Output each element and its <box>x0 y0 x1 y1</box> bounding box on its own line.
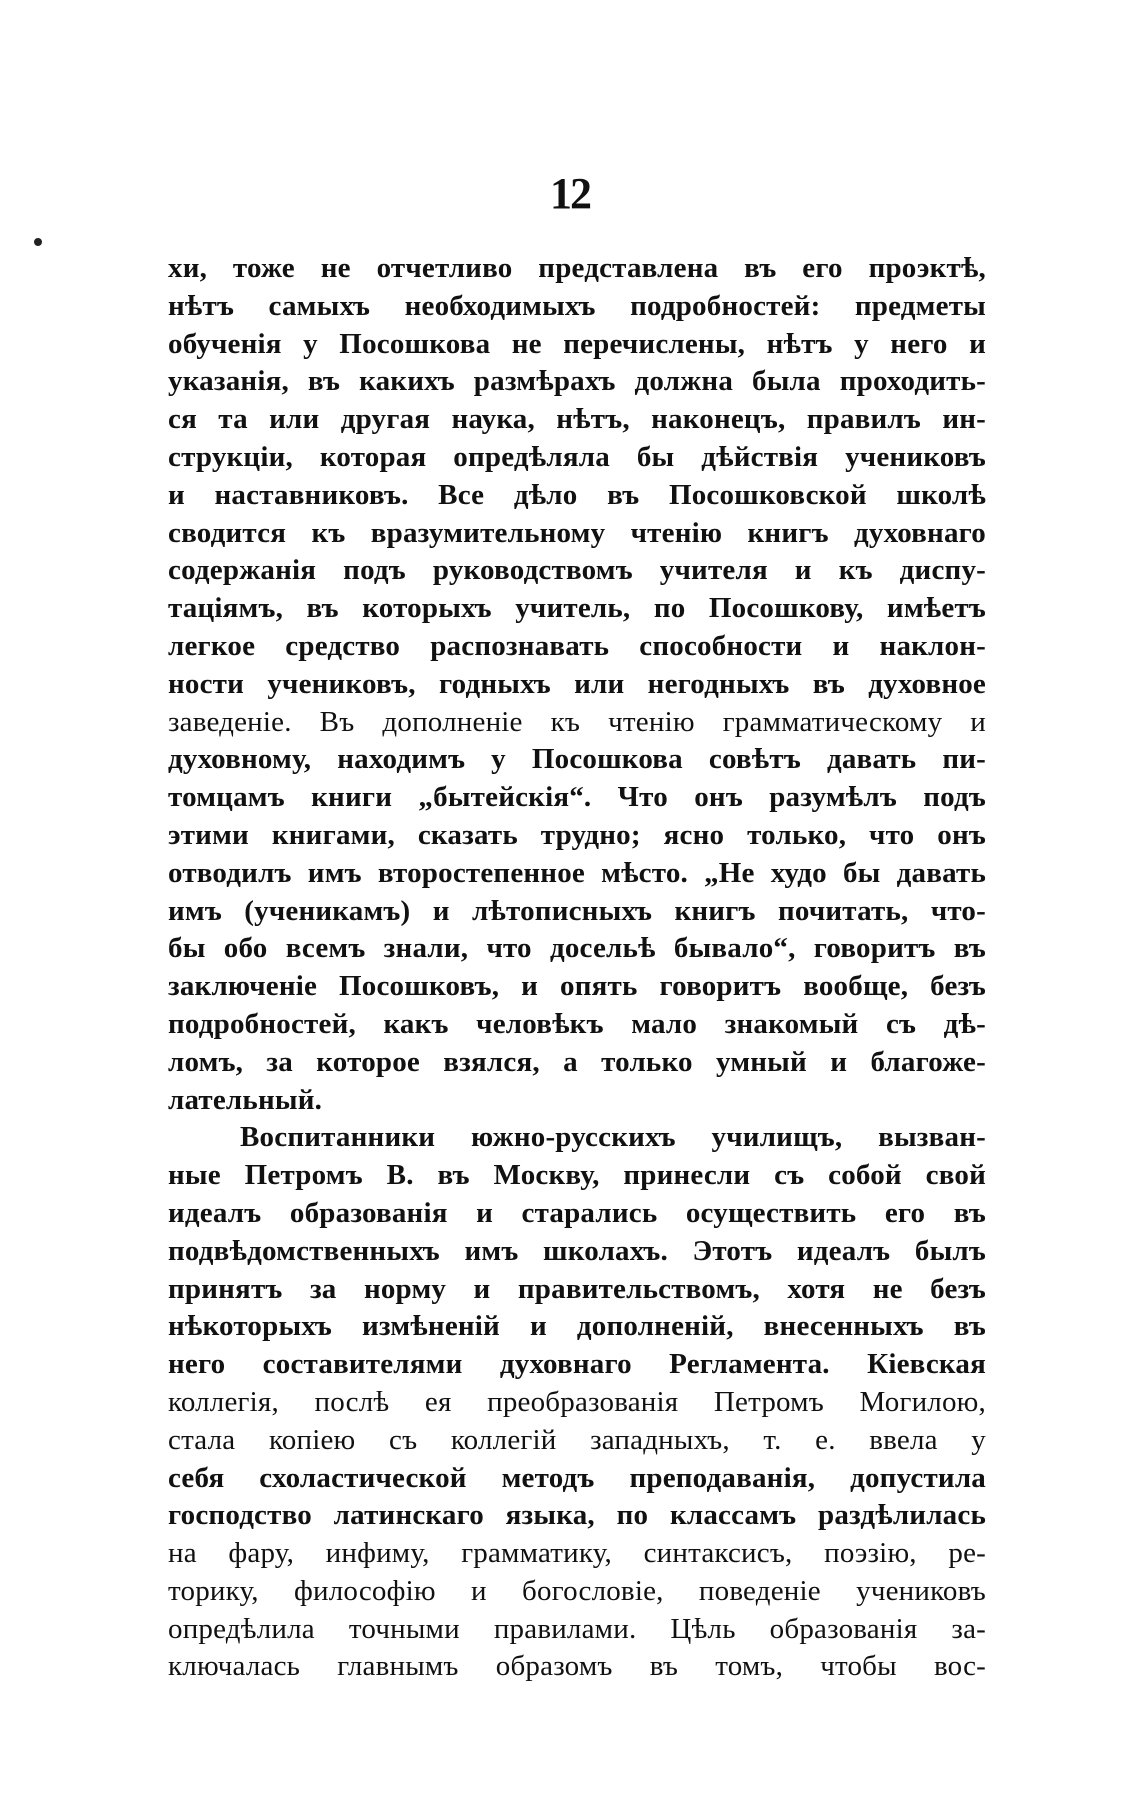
text-line: себя схоластической методъ преподаванія, допустила <box>168 1461 986 1494</box>
text-line: ные Петромъ В. въ Москву, принесли съ собой свой <box>168 1159 986 1192</box>
text-line: господство латинскаго языка, по классамъ раздѣлилась <box>168 1499 986 1532</box>
text-line: имъ (ученикамъ) и лѣтописныхъ книгъ почитать, что- <box>168 894 986 927</box>
text-line: Воспитанники южно-русскихъ училищъ, вызван- <box>240 1121 986 1154</box>
text-line: коллегія, послѣ ея преобразованія Петромъ Могилою, <box>168 1385 986 1418</box>
text-line: духовному, находимъ у Посошкова совѣтъ давать пи- <box>168 743 986 776</box>
paragraph-1 <box>168 250 986 1119</box>
margin-ink-dot <box>34 238 42 246</box>
text-line: лательный. <box>168 1083 323 1116</box>
text-line: обученія у Посошкова не перечислены, нѣтъ у него и <box>168 327 986 360</box>
text-line: отводилъ имъ второстепенное мѣсто. „Не худо бы давать <box>168 856 986 889</box>
text-line: легкое средство распознавать способности и наклон- <box>168 629 986 662</box>
text-line: хи, тоже не отчетливо представлена въ его проэктѣ, <box>168 252 986 284</box>
text-line: нѣтъ самыхъ необходимыхъ подробностей: предметы <box>168 289 986 322</box>
text-line: стала копіею съ коллегій западныхъ, т. е. ввела у <box>168 1423 986 1456</box>
text-line: опредѣлила точными правилами. Цѣль образованія за- <box>168 1612 986 1645</box>
body-text <box>168 250 986 1686</box>
text-line: ломъ, за которое взялся, а только умный и благоже- <box>168 1045 986 1078</box>
page-number: 12 <box>550 169 590 218</box>
text-line: ся та или другая наука, нѣтъ, наконецъ, правилъ ин- <box>168 403 986 436</box>
text-line: идеалъ образованія и старались осуществить его въ <box>168 1196 986 1229</box>
text-line: содержанія подъ руководствомъ учителя и къ диспу- <box>168 554 986 587</box>
text-line: него составителями духовнаго Регламента. Кіевская <box>168 1348 986 1381</box>
text-line: подвѣдомственныхъ имъ школахъ. Этотъ идеалъ былъ <box>168 1234 986 1267</box>
text-line: заведеніе. Въ дополненіе къ чтенію грамматическому и <box>168 705 986 738</box>
text-line: подробностей, какъ человѣкъ мало знакомый съ дѣ- <box>168 1007 986 1040</box>
text-line: на фару, инфиму, грамматику, синтаксисъ, поэзію, ре- <box>168 1537 986 1570</box>
text-line: ключалась главнымъ образомъ въ томъ, чтобы вос- <box>168 1650 986 1683</box>
text-line: струкціи, которая опредѣляла бы дѣйствія учениковъ <box>168 440 986 473</box>
paragraph-2 <box>168 1119 986 1686</box>
text-line: заключеніе Посошковъ, и опять говоритъ вообще, безъ <box>168 970 986 1003</box>
text-line: указанія, въ какихъ размѣрахъ должна была проходить- <box>168 365 986 398</box>
text-line: сводится къ вразумительному чтенію книгъ духовнаго <box>168 516 986 549</box>
text-line: томцамъ книги „бытейскія“. Что онъ разумѣлъ подъ <box>168 781 986 814</box>
text-line: этими книгами, сказать трудно; ясно только, что онъ <box>168 818 986 851</box>
text-line: и наставниковъ. Все дѣло въ Посошковской школѣ <box>168 478 986 511</box>
text-line: таціямъ, въ которыхъ учитель, по Посошкову, имѣетъ <box>168 592 986 625</box>
text-line: бы обо всемъ знали, что досельѣ бывало“, говоритъ въ <box>168 932 986 965</box>
text-line: ности учениковъ, годныхъ или негодныхъ въ духовное <box>168 667 986 700</box>
text-line: торику, философію и богословіе, поведеніе учениковъ <box>168 1574 986 1607</box>
text-line: нѣкоторыхъ измѣненій и дополненій, внесенныхъ въ <box>168 1310 986 1343</box>
text-line: принятъ за норму и правительствомъ, хотя не безъ <box>168 1272 986 1305</box>
